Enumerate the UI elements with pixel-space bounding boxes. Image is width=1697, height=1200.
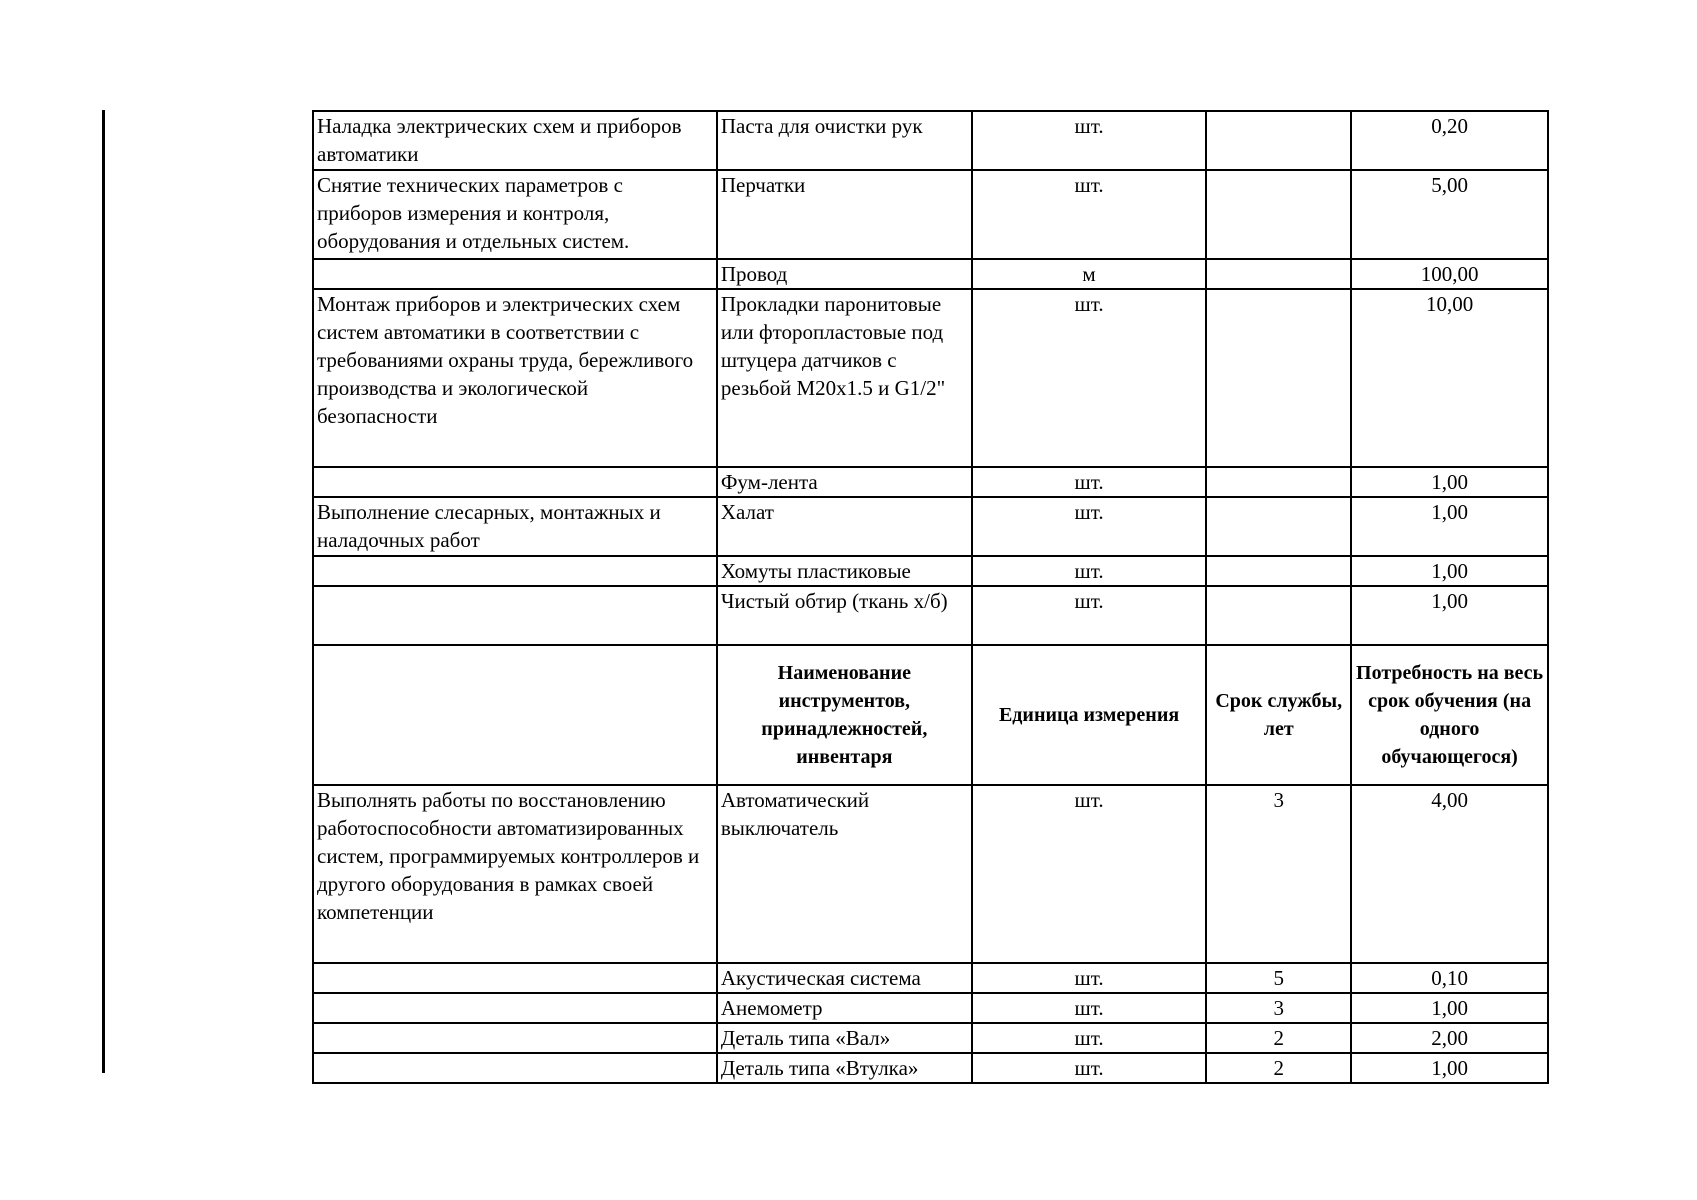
item-cell: Хомуты пластиковые bbox=[717, 556, 972, 586]
header-service-life: Срок службы, лет bbox=[1206, 645, 1351, 785]
unit-cell: шт. bbox=[972, 785, 1207, 963]
table-row bbox=[313, 785, 1548, 963]
activity-cell: Снятие технических параметров с приборов измерения и контроля, оборудования и отдельных систем. bbox=[313, 170, 717, 259]
unit-cell: шт. bbox=[972, 111, 1207, 170]
table-row bbox=[313, 586, 1548, 645]
need-cell: 10,00 bbox=[1351, 289, 1548, 467]
item-cell: Прокладки паронитовые или фторопластовые под штуцера датчиков с резьбой M20х1.5 и G1/2" bbox=[717, 289, 972, 467]
activity-cell bbox=[313, 556, 717, 586]
life-cell bbox=[1206, 556, 1351, 586]
activity-cell: Выполнение слесарных, монтажных и наладочных работ bbox=[313, 497, 717, 556]
need-cell: 1,00 bbox=[1351, 1053, 1548, 1083]
table-row bbox=[313, 289, 1548, 467]
activity-cell bbox=[313, 963, 717, 993]
item-cell: Фум-лента bbox=[717, 467, 972, 497]
unit-cell: шт. bbox=[972, 556, 1207, 586]
item-cell: Автоматический выключатель bbox=[717, 785, 972, 963]
item-cell: Анемометр bbox=[717, 993, 972, 1023]
table-row bbox=[313, 556, 1548, 586]
unit-cell: шт. bbox=[972, 1023, 1207, 1053]
item-cell: Провод bbox=[717, 259, 972, 289]
need-cell: 100,00 bbox=[1351, 259, 1548, 289]
item-cell: Акустическая система bbox=[717, 963, 972, 993]
life-cell bbox=[1206, 497, 1351, 556]
unit-cell: шт. bbox=[972, 586, 1207, 645]
life-cell: 5 bbox=[1206, 963, 1351, 993]
table-row bbox=[313, 111, 1548, 170]
unit-cell: м bbox=[972, 259, 1207, 289]
margin-line bbox=[102, 110, 105, 1073]
header-empty-cell bbox=[313, 645, 717, 785]
table-row bbox=[313, 1053, 1548, 1083]
unit-cell: шт. bbox=[972, 963, 1207, 993]
activity-cell bbox=[313, 467, 717, 497]
need-cell: 1,00 bbox=[1351, 467, 1548, 497]
item-cell: Перчатки bbox=[717, 170, 972, 259]
life-cell bbox=[1206, 467, 1351, 497]
need-cell: 1,00 bbox=[1351, 497, 1548, 556]
unit-cell: шт. bbox=[972, 289, 1207, 467]
table-row bbox=[313, 467, 1548, 497]
header-unit: Единица измерения bbox=[972, 645, 1207, 785]
activity-cell: Выполнять работы по восстановлению работоспособности автоматизированных систем, программируемых контроллеров и другого оборудования в рамках своей компетенции bbox=[313, 785, 717, 963]
need-cell: 1,00 bbox=[1351, 586, 1548, 645]
item-cell: Деталь типа «Втулка» bbox=[717, 1053, 972, 1083]
activity-cell: Монтаж приборов и электрических схем систем автоматики в соответствии с требованиями охраны труда, бережливого производства и экологической безопасности bbox=[313, 289, 717, 467]
need-cell: 2,00 bbox=[1351, 1023, 1548, 1053]
table-row bbox=[313, 963, 1548, 993]
life-cell: 2 bbox=[1206, 1053, 1351, 1083]
item-cell: Халат bbox=[717, 497, 972, 556]
item-cell: Деталь типа «Вал» bbox=[717, 1023, 972, 1053]
activity-cell bbox=[313, 993, 717, 1023]
life-cell: 3 bbox=[1206, 785, 1351, 963]
activity-cell: Наладка электрических схем и приборов автоматики bbox=[313, 111, 717, 170]
item-cell: Паста для очистки рук bbox=[717, 111, 972, 170]
table-row bbox=[313, 259, 1548, 289]
life-cell bbox=[1206, 111, 1351, 170]
activity-cell bbox=[313, 1053, 717, 1083]
need-cell: 4,00 bbox=[1351, 785, 1548, 963]
life-cell: 3 bbox=[1206, 993, 1351, 1023]
activity-cell bbox=[313, 259, 717, 289]
header-need: Потребность на весь срок обучения (на одного обучающегося) bbox=[1351, 645, 1548, 785]
tools-header-row bbox=[313, 645, 1548, 785]
need-cell: 0,10 bbox=[1351, 963, 1548, 993]
table-row bbox=[313, 170, 1548, 259]
life-cell bbox=[1206, 586, 1351, 645]
unit-cell: шт. bbox=[972, 497, 1207, 556]
table-row bbox=[313, 993, 1548, 1023]
life-cell bbox=[1206, 259, 1351, 289]
table-row bbox=[313, 497, 1548, 556]
need-cell: 1,00 bbox=[1351, 993, 1548, 1023]
life-cell: 2 bbox=[1206, 1023, 1351, 1053]
life-cell bbox=[1206, 170, 1351, 259]
unit-cell: шт. bbox=[972, 1053, 1207, 1083]
unit-cell: шт. bbox=[972, 467, 1207, 497]
unit-cell: шт. bbox=[972, 170, 1207, 259]
requirements-table bbox=[312, 110, 1549, 1084]
table-row bbox=[313, 1023, 1548, 1053]
item-cell: Чистый обтир (ткань х/б) bbox=[717, 586, 972, 645]
need-cell: 5,00 bbox=[1351, 170, 1548, 259]
activity-cell bbox=[313, 586, 717, 645]
life-cell bbox=[1206, 289, 1351, 467]
need-cell: 0,20 bbox=[1351, 111, 1548, 170]
activity-cell bbox=[313, 1023, 717, 1053]
unit-cell: шт. bbox=[972, 993, 1207, 1023]
need-cell: 1,00 bbox=[1351, 556, 1548, 586]
header-tool-name: Наименование инструментов, принадлежностей, инвентаря bbox=[717, 645, 972, 785]
